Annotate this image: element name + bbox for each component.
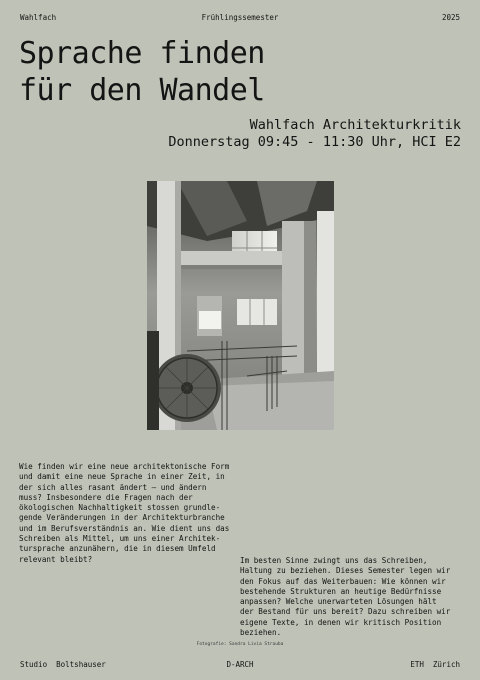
course-name: Wahlfach Architekturkritik [249, 117, 461, 133]
course-schedule: Donnerstag 09:45 - 11:30 Uhr, HCI E2 [168, 134, 461, 150]
header-bar [20, 13, 460, 23]
poster-title [19, 35, 265, 109]
title-line-1: Sprache finden [19, 36, 265, 71]
header-year: 2025 [441, 13, 460, 22]
footer-department: D-ARCH [226, 660, 254, 669]
intro-paragraph: Wie finden wir eine neue architektonische Form und damit eine neue Sprache in einer Zeit, in der sich alles rasant ändert – und ändern muss? Insbesondere die Fragen nach der ökologischen Nachhaltigkeit stossen grundle- gende Veränderungen in der Architekturbranche und im Berufsverständnis an. Wie dient uns das Schreiben als Mittel, um uns einer Architek- tursprache anzunähern, die in diesem Umfeld relevant bleibt? [19, 462, 230, 564]
focus-paragraph: Im besten Sinne zwingt uns das Schreiben, Haltung zu beziehen. Dieses Semester legen wir den Fokus auf das Weiterbauen: Wie können wir bestehende Strukturen an heutige Bedürfnisse anpassen? Welche unerwarteten Lösungen hält der Bestand für uns bereit? Dazu schreiben wir eigene Texte, in denen wir kritisch Position beziehen. [240, 556, 451, 638]
building-interior-photo [147, 181, 334, 430]
title-line-2: für den Wandel [19, 73, 265, 108]
header-course-type: Wahlfach [20, 13, 57, 22]
course-info [168, 117, 461, 151]
footer-studio: Studio Boltshauser [20, 660, 106, 669]
footer-institution: ETH Zürich [410, 660, 460, 669]
footer-bar [20, 660, 460, 670]
header-semester: Frühlingssemester [201, 13, 279, 22]
photo-credit: Fotografie: Sandra Livia Strauba [196, 642, 284, 647]
